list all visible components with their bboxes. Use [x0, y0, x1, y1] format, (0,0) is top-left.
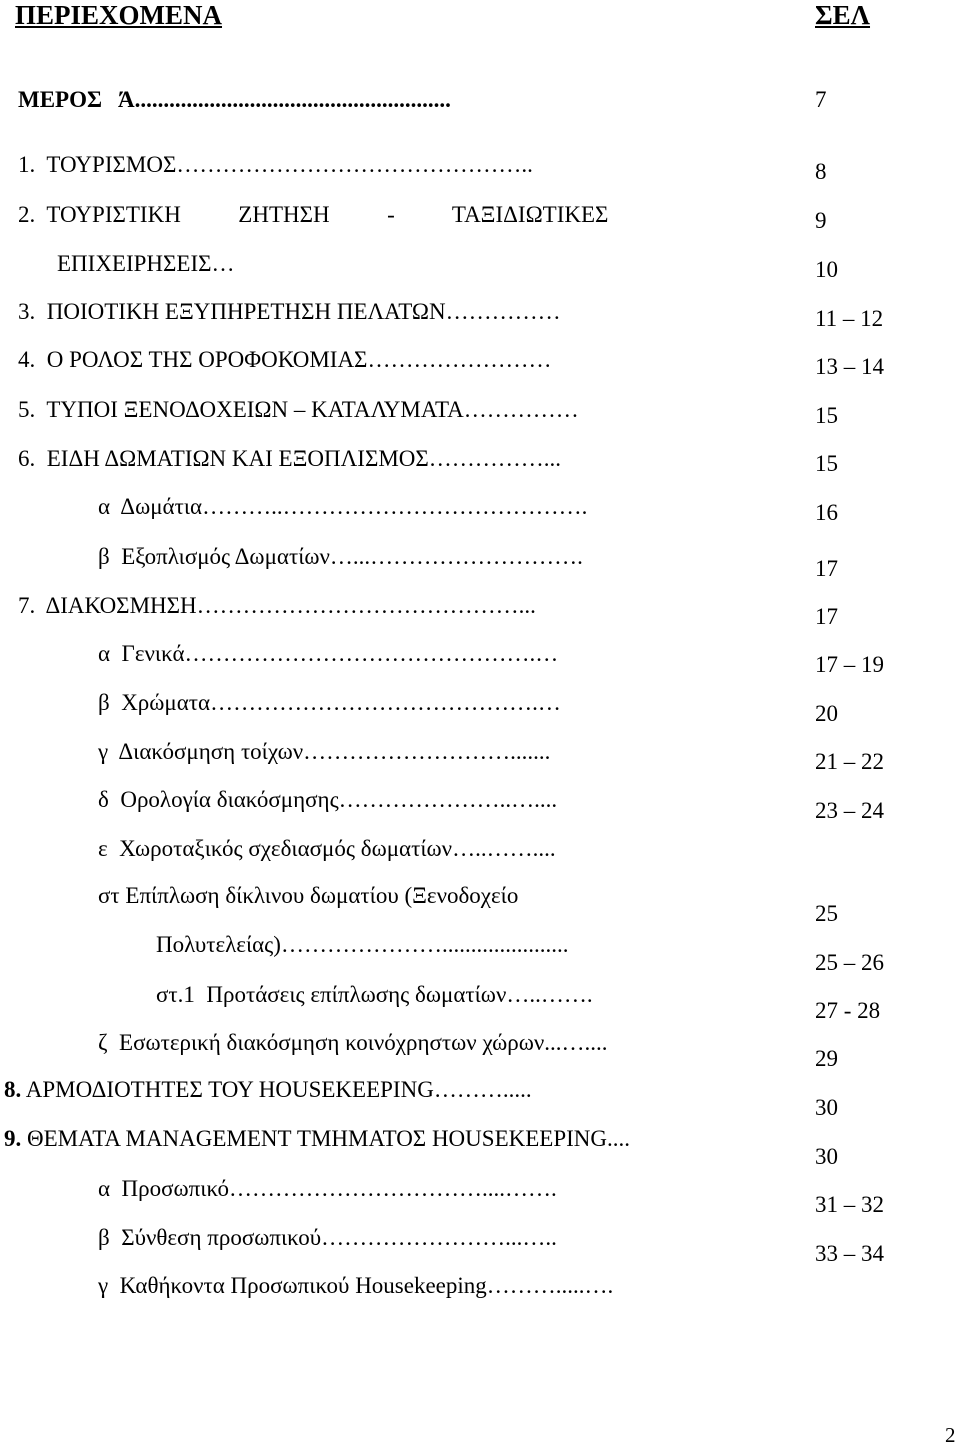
page-ref: 17 – 19	[815, 652, 884, 677]
toc-entry-7z: ζ Εσωτερική διακόσμηση κοινόχρηστων χώρων...…....	[98, 1030, 608, 1055]
page-ref: 30	[815, 1144, 838, 1169]
page-ref: 25	[815, 901, 838, 926]
toc-entry-7d: δ Ορολογία διακόσμησης…………………..…....	[98, 787, 558, 812]
toc-entry-7st-cont: Πολυτελείας)…………………......................	[156, 932, 569, 957]
page-ref: 7	[815, 87, 827, 112]
toc-entry-6: 6. ΕΙΔΗ ΔΩΜΑΤΙΩΝ ΚΑΙ ΕΞΟΠΛΙΣΜΟΣ……………...	[18, 446, 562, 471]
toc-entry-8: 8. ΑΡΜΟΔΙΟΤΗΤΕΣ ΤΟΥ HOUSEKEEPING……….....	[4, 1077, 532, 1102]
toc-entry-7st: στ Επίπλωση δίκλινου δωματίου (Ξενοδοχείο	[98, 883, 519, 908]
toc-entry-2: 2. ΤΟΥΡΙΣΤΙΚΗ ΖΗΤΗΣΗ - ΤΑΞΙΔΙΩΤΙΚΕΣ	[18, 202, 609, 227]
toc-entry-9b: β Σύνθεση προσωπικού……………………...…..	[98, 1225, 557, 1250]
page-ref: 9	[815, 208, 827, 233]
toc-entry-9c: γ Καθήκοντα Προσωπικού Housekeeping……….....….	[98, 1273, 614, 1298]
page-number: 2	[945, 1423, 956, 1447]
page-ref: 31 – 32	[815, 1192, 884, 1217]
toc-entry-9a: α Προσωπικό……………………………....…….	[98, 1176, 557, 1201]
toc-entry-7: 7. ΔΙΑΚΟΣΜΗΣΗ……………………………………...	[18, 593, 536, 618]
toc-entry-6b: β Εξοπλισμός Δωματίων…...……………………….	[98, 544, 583, 569]
toc-entry-7b: β Χρώματα…………………………………….…	[98, 690, 561, 715]
page-ref: 15	[815, 403, 838, 428]
toc-entry-2-cont: ΕΠΙΧΕΙΡΗΣΕΙΣ…	[57, 251, 235, 276]
page-ref: 20	[815, 701, 838, 726]
page-ref: 17	[815, 604, 838, 629]
page-ref: 27 - 28	[815, 998, 881, 1023]
toc-entry-1: 1. ΤΟΥΡΙΣΜΟΣ………………………………………..	[18, 152, 533, 177]
page-ref: 16	[815, 500, 838, 525]
toc-entry-7a: α Γενικά……………………………………….…	[98, 641, 559, 666]
toc-entry-7e: ε Χωροταξικός σχεδιασμός δωματίων…..……....	[98, 836, 556, 861]
page-ref: 13 – 14	[815, 354, 884, 379]
page-column-header: ΣΕΛ	[815, 0, 871, 30]
toc-entry-6a: α Δωμάτια………..………………………………….	[98, 494, 588, 519]
toc-entry-part-a: ΜΕΡΟΣ Ά.......................................................	[18, 87, 451, 112]
toc-entry-7st1: στ.1 Προτάσεις επίπλωσης δωματίων…..…….	[156, 982, 593, 1007]
page-ref: 21 – 22	[815, 749, 884, 774]
page-ref: 29	[815, 1046, 838, 1071]
page-ref: 33 – 34	[815, 1241, 884, 1266]
page-ref: 15	[815, 451, 838, 476]
page-ref: 23 – 24	[815, 798, 884, 823]
toc-entry-3: 3. ΠΟΙΟΤΙΚΗ ΕΞΥΠΗΡΕΤΗΣΗ ΠΕΛΑΤΩΝ……………	[18, 299, 561, 324]
page-ref: 8	[815, 159, 827, 184]
toc-entry-5: 5. ΤΥΠΟΙ ΞΕΝΟΔΟΧΕΙΩΝ – ΚΑΤΑΛΥΜΑΤΑ……………	[18, 397, 579, 422]
toc-entry-9: 9. ΘΕΜΑΤΑ MANAGEMENT ΤΜΗΜΑΤΟΣ HOUSEKEEPING....	[4, 1126, 630, 1151]
page-ref: 30	[815, 1095, 838, 1120]
page-ref: 25 – 26	[815, 950, 884, 975]
toc-entry-4: 4. Ο ΡΟΛΟΣ ΤΗΣ ΟΡΟΦΟΚΟΜΙΑΣ……………………	[18, 347, 552, 372]
toc-entry-7c: γ Διακόσμηση τοίχων……………………….......	[98, 739, 551, 764]
page-ref: 11 – 12	[815, 306, 884, 331]
page-ref: 10	[815, 257, 838, 282]
toc-title: ΠΕΡΙΕΧΟΜΕΝΑ	[15, 0, 223, 30]
page-ref: 17	[815, 556, 838, 581]
